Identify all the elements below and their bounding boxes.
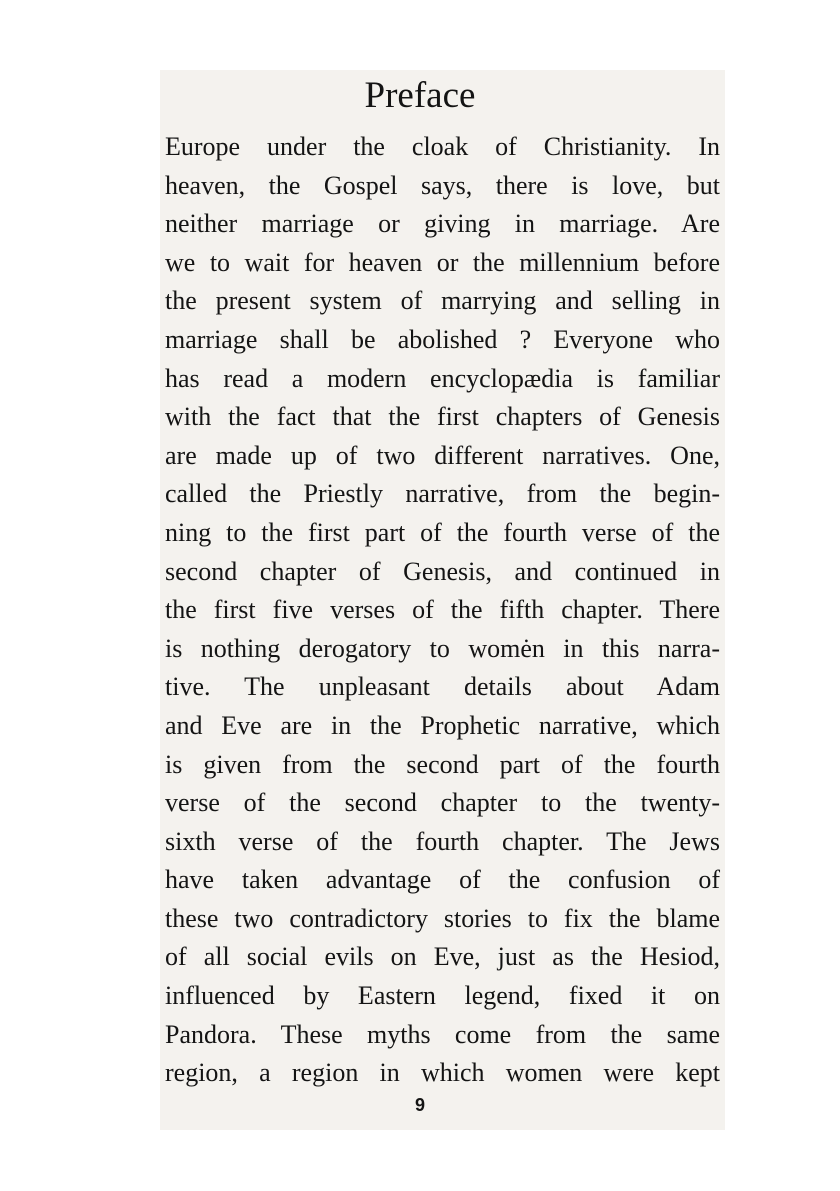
text-line: of all social evils on Eve, just as the Hesiod,	[165, 942, 720, 972]
text-line: with the fact that the first chapters of Genesis	[165, 402, 720, 432]
text-line: the first five verses of the fifth chapter. There	[165, 595, 720, 625]
text-line: Pandora. These myths come from the same	[165, 1019, 720, 1049]
text-line: neither marriage or giving in marriage. Are	[165, 209, 720, 239]
text-line: we to wait for heaven or the millennium before	[165, 247, 720, 277]
text-line: the present system of marrying and selling in	[165, 286, 720, 316]
page-title: Preface	[364, 75, 476, 116]
text-line: these two contradictory stories to fix the blame	[165, 903, 720, 933]
text-line: and Eve are in the Prophetic narrative, which	[165, 710, 720, 740]
body-text	[165, 128, 720, 1093]
text-line: region, a region in which women were kept	[165, 1058, 720, 1088]
text-line: has read a modern encyclopædia is familiar	[165, 363, 720, 393]
text-line: called the Priestly narrative, from the begin-	[165, 479, 720, 509]
text-line: ning to the first part of the fourth verse of the	[165, 517, 720, 547]
text-line: heaven, the Gospel says, there is love, but	[165, 170, 720, 200]
page-number: 9	[414, 1095, 425, 1115]
text-line: influenced by Eastern legend, fixed it on	[165, 981, 720, 1011]
text-line: sixth verse of the fourth chapter. The Jews	[165, 826, 720, 856]
text-line: have taken advantage of the confusion of	[165, 865, 720, 895]
text-line: is nothing derogatory to womėn in this narra-	[165, 633, 720, 663]
text-line: Europe under the cloak of Christianity. In	[165, 132, 720, 161]
text-line: are made up of two different narratives. One,	[165, 440, 720, 470]
text-line: second chapter of Genesis, and continued in	[165, 556, 720, 586]
text-line: marriage shall be abolished ? Everyone who	[165, 324, 720, 354]
text-line: verse of the second chapter to the twenty-	[165, 788, 720, 818]
text-line: is given from the second part of the fourth	[165, 749, 720, 779]
text-line: tive. The unpleasant details about Adam	[165, 672, 720, 702]
